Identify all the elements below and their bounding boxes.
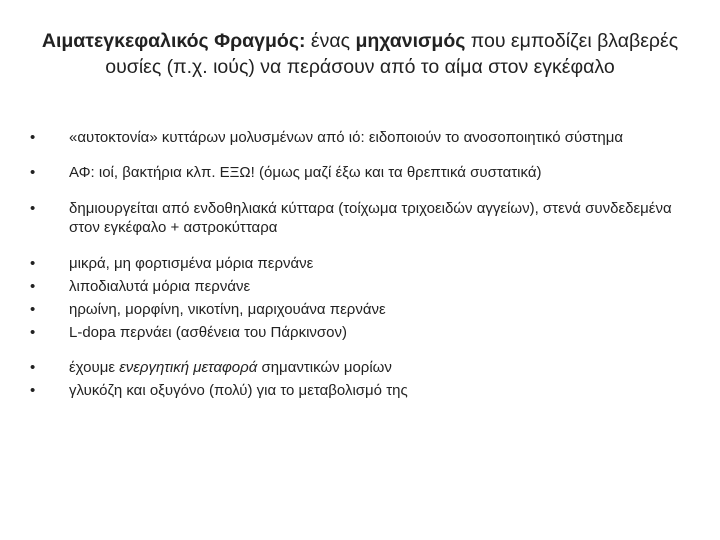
- bullet-text: λιποδιαλυτά μόρια περνάνε: [69, 278, 251, 295]
- bullet-icon: •: [30, 200, 36, 217]
- bullet-text-emphasis: ενεργητική μεταφορά: [119, 359, 258, 376]
- bullet-item: [30, 128, 700, 147]
- bullet-item: [30, 358, 700, 377]
- bullet-text: δημιουργείται από ενδοθηλιακά κύτταρα (τοίχωμα τριχοειδών αγγείων), στενά συνδεδεμένα στον εγκέφαλο + αστροκύτταρα: [69, 200, 672, 236]
- bullet-item: [30, 254, 700, 273]
- bullet-text-before: έχουμε: [69, 359, 120, 376]
- bullet-item: [30, 199, 700, 237]
- bullet-text: ΑΦ: ιοί, βακτήρια κλπ. ΕΞΩ! (όμως μαζί έξω και τα θρεπτικά συστατικά): [69, 164, 542, 181]
- bullet-group-1: [30, 128, 700, 147]
- bullet-group-2: [30, 163, 700, 182]
- slide-content: [30, 128, 700, 400]
- bullet-icon: •: [30, 255, 36, 272]
- bullet-icon: •: [30, 164, 36, 181]
- bullet-group-4: [30, 254, 700, 342]
- title-part1: ένας: [305, 30, 356, 52]
- bullet-icon: •: [30, 301, 36, 318]
- bullet-item: [30, 381, 700, 400]
- bullet-icon: •: [30, 359, 36, 376]
- slide-title: [20, 28, 700, 80]
- bullet-group-3: [30, 199, 700, 237]
- bullet-group-5: [30, 358, 700, 400]
- bullet-item: [30, 323, 700, 342]
- bullet-text: «αυτοκτονία» κυττάρων μολυσμένων από ιό: ειδοποιούν το ανοσοποιητικό σύστημα: [69, 129, 624, 146]
- title-term: Αιματεγκεφαλικός Φραγμός:: [41, 30, 306, 52]
- bullet-icon: •: [30, 278, 36, 295]
- bullet-icon: •: [30, 324, 36, 341]
- title-part2: που εμποδίζει βλαβερές ουσίες (π.χ. ιούς) να περάσουν από το αίμα στον εγκέφαλο: [105, 30, 679, 78]
- bullet-item: [30, 277, 700, 296]
- bullet-item: [30, 300, 700, 319]
- bullet-text: μικρά, μη φορτισμένα μόρια περνάνε: [69, 255, 314, 272]
- title-mechanism: μηχανισμός: [355, 30, 466, 52]
- bullet-text: ηρωίνη, μορφίνη, νικοτίνη, μαριχουάνα περνάνε: [69, 301, 386, 318]
- bullet-text: L-dopa περνάει (ασθένεια του Πάρκινσον): [69, 324, 348, 341]
- bullet-text-after: σημαντικών μορίων: [257, 359, 392, 376]
- bullet-item: [30, 163, 700, 182]
- bullet-icon: •: [30, 382, 36, 399]
- bullet-icon: •: [30, 129, 36, 146]
- bullet-text: γλυκόζη και οξυγόνο (πολύ) για το μεταβολισμό της: [69, 382, 408, 399]
